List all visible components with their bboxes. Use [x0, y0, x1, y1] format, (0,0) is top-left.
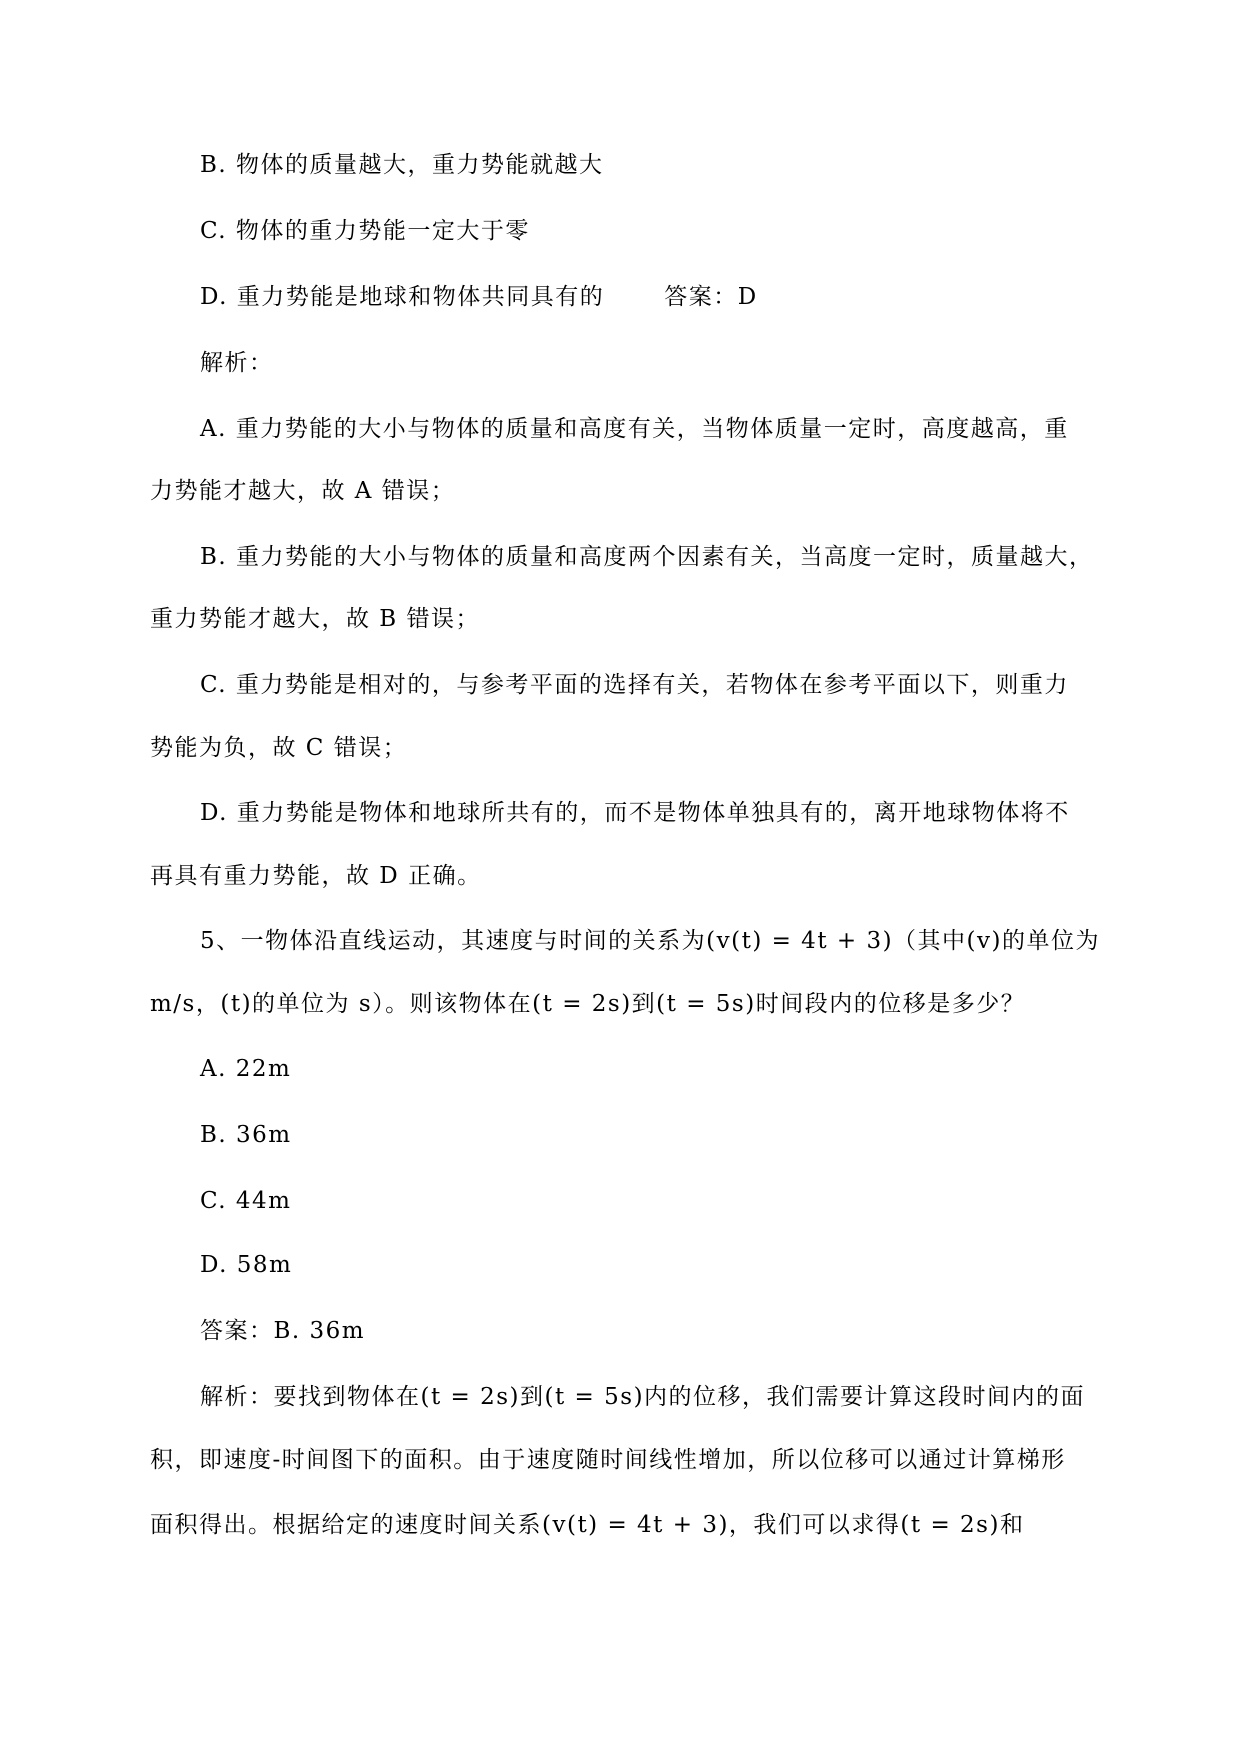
q4-analysis-c-line1: C. 重力势能是相对的，与参考平面的选择有关，若物体在参考平面以下，则重力 [200, 672, 1069, 698]
q5-option-b: B. 36m [200, 1122, 292, 1148]
q4-option-b: B. 物体的质量越大，重力势能就越大 [200, 152, 604, 178]
q4-analysis-label: 解析： [200, 350, 274, 376]
q4-analysis-c-line2: 势能为负，故 C 错误； [150, 735, 408, 761]
q5-option-d: D. 58m [200, 1252, 293, 1278]
q4-option-d-row [200, 282, 758, 312]
q4-analysis-d-line2: 再具有重力势能，故 D 正确。 [150, 863, 482, 889]
q4-analysis-d-line1: D. 重力势能是物体和地球所共有的，而不是物体单独具有的，离开地球物体将不 [200, 800, 1070, 826]
q4-option-d: D. 重力势能是地球和物体共同具有的 [200, 284, 605, 310]
q4-option-c: C. 物体的重力势能一定大于零 [200, 218, 530, 244]
q5-stem-line2: m/s，(t)的单位为 s）。则该物体在(t = 2s)到(t = 5s)时间段内的位移是多少？ [150, 991, 1026, 1017]
q5-analysis-line2: 积，即速度-时间图下的面积。由于速度随时间线性增加，所以位移可以通过计算梯形 [150, 1447, 1066, 1473]
q4-analysis-a-line2: 力势能才越大，故 A 错误； [150, 478, 456, 504]
q4-analysis-b-line1: B. 重力势能的大小与物体的质量和高度两个因素有关，当高度一定时，质量越大， [200, 544, 1094, 570]
q4-analysis-b-line2: 重力势能才越大，故 B 错误； [150, 606, 481, 632]
q5-option-a: A. 22m [200, 1056, 292, 1082]
q4-answer: 答案：D [664, 284, 758, 310]
q5-analysis-line3: 面积得出。根据给定的速度时间关系(v(t) = 4t + 3)，我们可以求得(t = 2s)和 [150, 1512, 1025, 1538]
q4-analysis-a-line1: A. 重力势能的大小与物体的质量和高度有关，当物体质量一定时，高度越高，重 [200, 416, 1069, 442]
q5-analysis-line1: 解析：要找到物体在(t = 2s)到(t = 5s)内的位移，我们需要计算这段时间内的面 [200, 1384, 1086, 1410]
q5-answer: 答案：B. 36m [200, 1318, 366, 1344]
q5-stem-line1: 5、一物体沿直线运动，其速度与时间的关系为(v(t) = 4t + 3)（其中(v)的单位为 [200, 928, 1100, 954]
q5-option-c: C. 44m [200, 1188, 292, 1214]
